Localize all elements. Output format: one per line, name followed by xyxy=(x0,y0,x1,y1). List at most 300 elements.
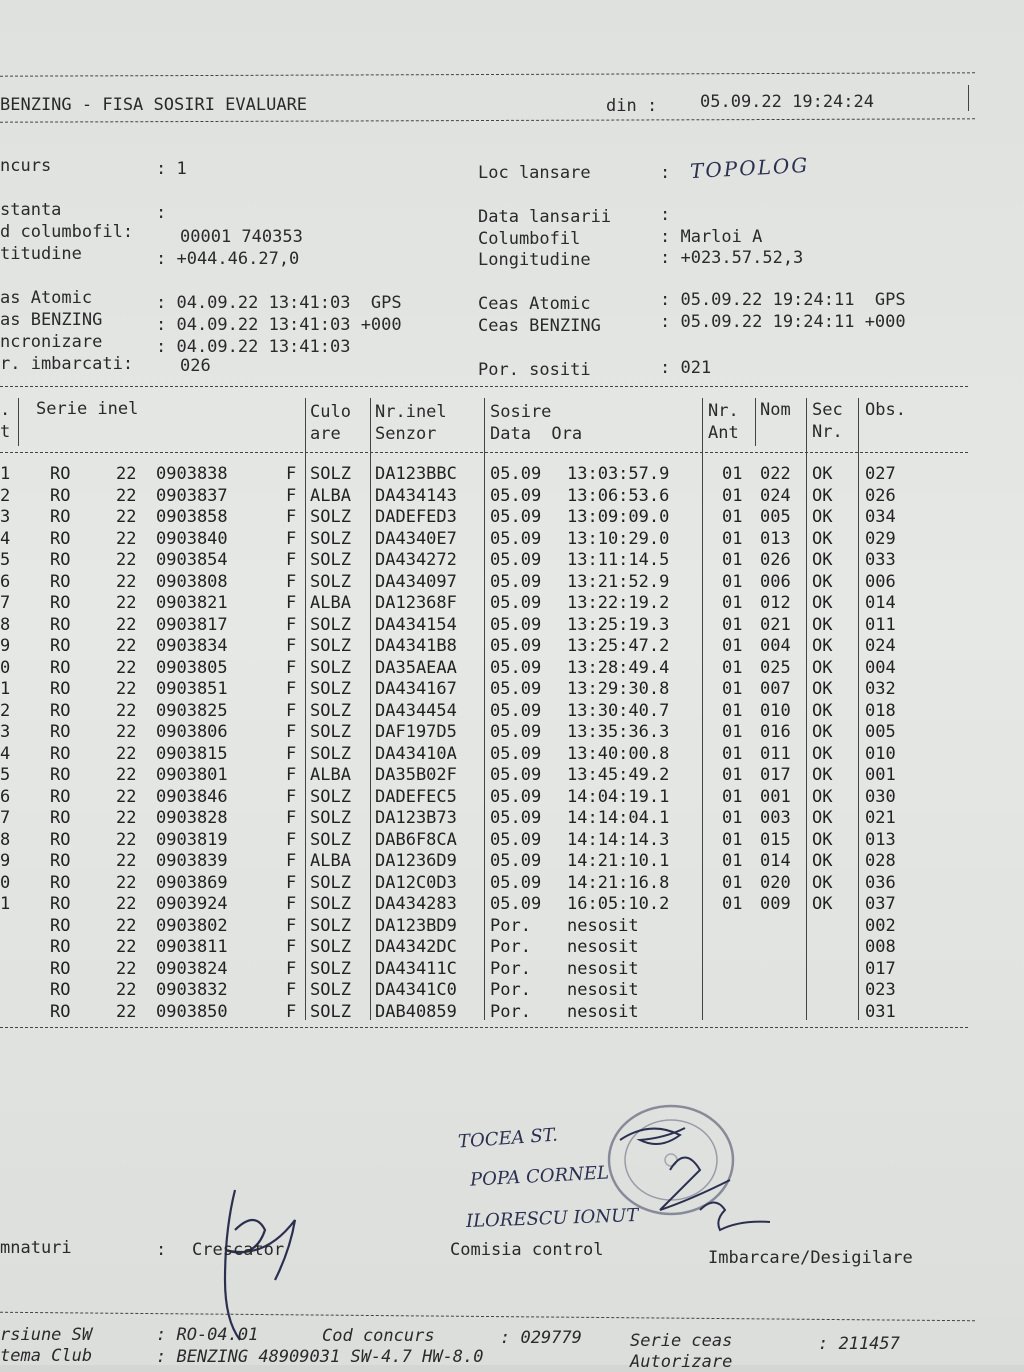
cell-color: SOLZ xyxy=(310,614,351,635)
cell-arrival-time: 13:40:00.8 xyxy=(567,743,670,764)
cell-ring-year: 22 xyxy=(116,915,137,936)
cell-ring-year: 22 xyxy=(116,507,137,527)
cell-country-code: RO xyxy=(50,550,71,570)
cell-obs: 026 xyxy=(865,485,896,506)
cell-country-code: RO xyxy=(50,915,71,936)
cell-arrival-time: 14:21:10.1 xyxy=(567,851,670,871)
cell-color: SOLZ xyxy=(310,958,351,979)
col-sosire-header-2: Data Ora xyxy=(490,424,583,444)
cell-ring-year: 22 xyxy=(116,593,137,613)
cell-sensor-id: DA43410A xyxy=(375,743,457,764)
cell-arrival-time: 13:25:19.3 xyxy=(567,614,670,635)
cell-country-code: RO xyxy=(50,636,71,656)
cell-arrival-date: Por. xyxy=(490,980,531,1000)
cell-obs: 032 xyxy=(865,679,896,699)
cell-country-code: RO xyxy=(50,700,71,721)
cell-ring-number: 0903834 xyxy=(156,636,228,656)
cell-ring-number: 0903819 xyxy=(156,829,228,850)
table-row xyxy=(0,679,1024,701)
cell-sensor-id: DA43411C xyxy=(375,958,457,979)
cell-antenna-nr: 01 xyxy=(722,829,743,850)
cell-security-status: OK xyxy=(812,464,833,484)
cell-obs: 006 xyxy=(865,571,896,592)
cell-arrival-date: 05.09 xyxy=(490,657,542,678)
cell-row-number: 8 xyxy=(0,614,11,635)
serie-ceas-label: Serie ceas xyxy=(630,1331,733,1351)
cell-ring-number: 0903808 xyxy=(156,571,228,592)
cell-arrival-date: 05.09 xyxy=(490,700,542,721)
cell-ring-number: 0903924 xyxy=(156,894,228,914)
cell-sex: F xyxy=(286,872,297,893)
cell-ring-year: 22 xyxy=(116,528,137,549)
serie-ceas-value: : 211457 xyxy=(818,1334,900,1354)
cell-obs: 004 xyxy=(865,657,896,678)
cell-arrival-date: Por. xyxy=(490,937,531,957)
table-row xyxy=(0,937,1024,959)
longitudine-value: : +023.57.52,3 xyxy=(660,248,804,268)
cell-sex: F xyxy=(286,464,297,484)
cell-country-code: RO xyxy=(50,614,71,635)
cell-country-code: RO xyxy=(50,464,71,484)
cell-country-code: RO xyxy=(50,765,71,785)
loc-lansare-label: Loc lansare xyxy=(478,163,591,183)
cell-row-number: 7 xyxy=(0,808,11,828)
cell-row-number: 5 xyxy=(0,550,11,570)
latitudine-value: : +044.46.27,0 xyxy=(156,249,300,269)
cell-ring-number: 0903858 xyxy=(156,507,228,527)
cell-country-code: RO xyxy=(50,528,71,549)
cell-ring-number: 0903850 xyxy=(156,1001,228,1022)
table-row xyxy=(0,873,1024,895)
signature-name-2: POPA CORNEL xyxy=(469,1162,610,1191)
semnaturi-colon: : xyxy=(156,1240,167,1260)
cell-arrival-date: 05.09 xyxy=(490,872,542,893)
cell-color: SOLZ xyxy=(310,571,351,592)
cell-sensor-id: DA35AEAA xyxy=(375,657,457,678)
cell-row-number: 7 xyxy=(0,593,11,613)
table-row xyxy=(0,658,1024,680)
cell-security-status: OK xyxy=(812,679,833,699)
cell-security-status: OK xyxy=(812,894,833,914)
cell-ring-year: 22 xyxy=(116,1001,137,1022)
cell-row-number: 1 xyxy=(0,894,11,914)
cell-antenna-nr: 01 xyxy=(722,571,743,592)
cell-ring-year: 22 xyxy=(116,786,137,807)
table-bottom-rule xyxy=(0,1027,968,1028)
imbarcati-label: r. imbarcati: xyxy=(0,354,134,374)
ceas-atomic-label: as Atomic xyxy=(0,288,93,308)
cell-arrival-time: nesosit xyxy=(567,958,639,979)
loc-lansare-handwritten: TOPOLOG xyxy=(689,152,810,184)
cell-antenna-nr: 01 xyxy=(722,808,743,828)
cell-security-status: OK xyxy=(812,550,833,570)
cell-sensor-id: DA35B02F xyxy=(375,765,457,785)
table-row xyxy=(0,593,1024,615)
cell-row-number: 8 xyxy=(0,829,11,850)
cell-obs: 024 xyxy=(865,636,896,656)
cell-security-status: OK xyxy=(812,593,833,613)
cell-sex: F xyxy=(286,657,297,678)
cell-color: SOLZ xyxy=(310,743,351,764)
cell-sensor-id: DA4341C0 xyxy=(375,980,457,1000)
longitudine-label: Longitudine xyxy=(478,250,591,270)
cell-sex: F xyxy=(286,1001,297,1022)
cell-arrival-time: nesosit xyxy=(567,915,639,936)
data-lansarii-label: Data lansarii xyxy=(478,207,612,227)
cell-antenna-nr: 01 xyxy=(722,700,743,721)
signature-name-1: TOCEA ST. xyxy=(457,1124,559,1153)
ceas-atomic-right-value: : 05.09.22 19:24:11 GPS xyxy=(660,290,906,310)
table-row xyxy=(0,507,1024,529)
cell-ring-number: 0903805 xyxy=(156,657,228,678)
cell-sex: F xyxy=(286,507,297,527)
cell-sensor-id: DA434167 xyxy=(375,679,457,699)
cell-arrival-date: 05.09 xyxy=(490,722,542,742)
data-lansarii-colon: : xyxy=(660,205,671,225)
table-row xyxy=(0,486,1024,508)
cell-antenna-nr: 01 xyxy=(722,528,743,549)
cell-color: SOLZ xyxy=(310,808,351,828)
columbofil-label: Columbofil xyxy=(478,229,581,249)
cell-color: SOLZ xyxy=(310,722,351,742)
cell-sex: F xyxy=(286,786,297,807)
report-date-label: din : xyxy=(606,96,658,116)
cell-country-code: RO xyxy=(50,507,71,527)
cell-arrival-date: 05.09 xyxy=(490,808,542,828)
cell-security-status: OK xyxy=(812,614,833,635)
cell-sex: F xyxy=(286,528,297,549)
report-title: BENZING - FISA SOSIRI EVALUARE xyxy=(0,95,308,115)
cell-arrival-time: 13:45:49.2 xyxy=(567,765,670,785)
cell-sensor-id: DA434154 xyxy=(375,614,457,635)
cell-row-number: 6 xyxy=(0,786,11,807)
cell-sex: F xyxy=(286,700,297,721)
cell-ring-number: 0903837 xyxy=(156,485,228,506)
cell-nom: 012 xyxy=(760,593,791,613)
cell-ring-number: 0903840 xyxy=(156,528,228,549)
cell-arrival-date: 05.09 xyxy=(490,786,542,807)
cell-antenna-nr: 01 xyxy=(722,593,743,613)
ceas-benzing-right-label: Ceas BENZING xyxy=(478,316,601,336)
col-culoare-header-2: are xyxy=(310,424,341,444)
table-row xyxy=(0,1002,1024,1024)
cell-nom: 024 xyxy=(760,485,791,506)
cell-color: SOLZ xyxy=(310,915,351,936)
cell-ring-number: 0903854 xyxy=(156,550,228,570)
cell-arrival-date: 05.09 xyxy=(490,679,542,699)
col-sec-header-2: Nr. xyxy=(812,422,843,442)
cell-color: SOLZ xyxy=(310,464,351,484)
table-row xyxy=(0,572,1024,594)
cell-ring-number: 0903838 xyxy=(156,464,228,484)
cell-sensor-id: DA12368F xyxy=(375,593,457,613)
signature-name-3: ILORESCU IONUT xyxy=(465,1204,639,1233)
cell-sex: F xyxy=(286,894,297,914)
cell-nom: 009 xyxy=(760,894,791,914)
cell-sensor-id: DA4340E7 xyxy=(375,528,457,549)
col-nr-header: . xyxy=(0,400,11,420)
cell-arrival-time: 13:11:14.5 xyxy=(567,550,670,570)
cell-nom: 003 xyxy=(760,808,791,828)
col-rule-serie xyxy=(18,398,19,446)
sositi-value: : 021 xyxy=(660,358,712,378)
cell-color: SOLZ xyxy=(310,980,351,1000)
cell-country-code: RO xyxy=(50,722,71,742)
cell-obs: 021 xyxy=(865,808,896,828)
cell-antenna-nr: 01 xyxy=(722,657,743,678)
col-nom-header: Nom xyxy=(760,400,791,420)
cell-ring-year: 22 xyxy=(116,571,137,592)
cell-nom: 020 xyxy=(760,872,791,893)
cell-security-status: OK xyxy=(812,571,833,592)
cell-color: ALBA xyxy=(310,765,351,785)
cell-ring-number: 0903828 xyxy=(156,808,228,828)
frame-edge xyxy=(968,85,969,111)
ceas-benzing-label: as BENZING xyxy=(0,310,103,330)
table-row xyxy=(0,701,1024,723)
cell-obs: 014 xyxy=(865,593,896,613)
cell-sex: F xyxy=(286,485,297,506)
cell-ring-number: 0903811 xyxy=(156,937,228,957)
cell-country-code: RO xyxy=(50,657,71,678)
cell-sensor-id: DAB40859 xyxy=(375,1001,457,1022)
cell-obs: 005 xyxy=(865,722,896,742)
club-value: : BENZING 48909031 SW-4.7 HW-8.0 xyxy=(156,1347,484,1367)
cell-arrival-time: 13:10:29.0 xyxy=(567,528,670,549)
cell-ring-number: 0903869 xyxy=(156,872,228,893)
cell-sensor-id: DA4342DC xyxy=(375,937,457,957)
cell-arrival-time: 13:09:09.0 xyxy=(567,507,670,527)
cell-sex: F xyxy=(286,829,297,850)
cell-sensor-id: DADEFED3 xyxy=(375,507,457,527)
cell-arrival-date: Por. xyxy=(490,915,531,936)
cell-arrival-time: 13:28:49.4 xyxy=(567,657,670,678)
cell-nom: 010 xyxy=(760,700,791,721)
table-row xyxy=(0,636,1024,658)
cell-arrival-time: 13:21:52.9 xyxy=(567,571,670,592)
cell-color: SOLZ xyxy=(310,937,351,957)
cell-security-status: OK xyxy=(812,700,833,721)
cell-sensor-id: DADEFEC5 xyxy=(375,786,457,807)
cod-columbofil-label: d columbofil: xyxy=(0,222,134,242)
cell-country-code: RO xyxy=(50,1001,71,1022)
cell-nom: 007 xyxy=(760,679,791,699)
cell-nom: 016 xyxy=(760,722,791,742)
table-row xyxy=(0,959,1024,981)
cell-arrival-time: nesosit xyxy=(567,937,639,957)
cell-color: SOLZ xyxy=(310,700,351,721)
cell-color: SOLZ xyxy=(310,1001,351,1022)
cell-ring-year: 22 xyxy=(116,937,137,957)
col-rule-nom xyxy=(755,398,756,446)
cell-security-status: OK xyxy=(812,786,833,807)
col-nrinel-header: Nr.inel xyxy=(375,402,447,422)
table-row xyxy=(0,916,1024,938)
cell-sensor-id: DA4341B8 xyxy=(375,636,457,656)
cell-arrival-time: 14:21:16.8 xyxy=(567,872,670,893)
cell-obs: 028 xyxy=(865,851,896,871)
cell-security-status: OK xyxy=(812,808,833,828)
cell-color: SOLZ xyxy=(310,636,351,656)
cell-sex: F xyxy=(286,937,297,957)
cell-row-number: 2 xyxy=(0,700,11,721)
cell-ring-number: 0903839 xyxy=(156,851,228,871)
cell-ring-year: 22 xyxy=(116,808,137,828)
cell-arrival-date: 05.09 xyxy=(490,571,542,592)
concurs-label: ncurs xyxy=(0,156,52,176)
cell-ring-number: 0903824 xyxy=(156,958,228,979)
cell-sex: F xyxy=(286,636,297,656)
cod-concurs-label: Cod concurs xyxy=(322,1326,435,1346)
cell-ring-year: 22 xyxy=(116,550,137,570)
cell-country-code: RO xyxy=(50,937,71,957)
cell-antenna-nr: 01 xyxy=(722,679,743,699)
cell-nom: 014 xyxy=(760,851,791,871)
table-row xyxy=(0,980,1024,1002)
cell-color: SOLZ xyxy=(310,657,351,678)
distanta-value: : xyxy=(156,203,167,223)
cell-antenna-nr: 01 xyxy=(722,464,743,484)
cell-sex: F xyxy=(286,722,297,742)
cell-antenna-nr: 01 xyxy=(722,485,743,506)
cell-country-code: RO xyxy=(50,958,71,979)
cell-row-number: 5 xyxy=(0,765,11,785)
table-top-rule xyxy=(0,386,968,387)
cell-arrival-date: 05.09 xyxy=(490,507,542,527)
col-nrinel-header-2: Senzor xyxy=(375,424,437,444)
cell-obs: 034 xyxy=(865,507,896,527)
cell-sensor-id: DA12C0D3 xyxy=(375,872,457,893)
cell-sex: F xyxy=(286,679,297,699)
cell-row-number: 2 xyxy=(0,485,11,506)
cell-ring-year: 22 xyxy=(116,894,137,914)
cell-color: SOLZ xyxy=(310,829,351,850)
cell-row-number: 1 xyxy=(0,464,11,484)
cell-ring-year: 22 xyxy=(116,872,137,893)
cell-security-status: OK xyxy=(812,657,833,678)
cell-nom: 017 xyxy=(760,765,791,785)
cell-color: SOLZ xyxy=(310,872,351,893)
cod-concurs-value: : 029779 xyxy=(500,1328,582,1348)
cell-ring-year: 22 xyxy=(116,636,137,656)
cell-nom: 022 xyxy=(760,464,791,484)
cell-security-status: OK xyxy=(812,636,833,656)
cell-country-code: RO xyxy=(50,851,71,871)
cell-arrival-date: 05.09 xyxy=(490,894,542,914)
cell-sex: F xyxy=(286,550,297,570)
versiune-value: : RO-04.01 xyxy=(156,1325,259,1345)
cell-nom: 015 xyxy=(760,829,791,850)
cell-nom: 001 xyxy=(760,786,791,807)
cell-ring-number: 0903802 xyxy=(156,915,228,936)
cell-antenna-nr: 01 xyxy=(722,765,743,785)
imbarcati-value: 026 xyxy=(180,356,211,376)
cell-color: SOLZ xyxy=(310,786,351,807)
cell-sex: F xyxy=(286,765,297,785)
cell-arrival-time: 13:25:47.2 xyxy=(567,636,670,656)
cell-arrival-date: 05.09 xyxy=(490,528,542,549)
cell-ring-number: 0903806 xyxy=(156,722,228,742)
cell-arrival-time: 14:14:04.1 xyxy=(567,808,670,828)
cell-arrival-time: 14:14:14.3 xyxy=(567,829,670,850)
ceas-atomic-value: : 04.09.22 13:41:03 GPS xyxy=(156,293,402,313)
cell-nom: 006 xyxy=(760,571,791,592)
loc-lansare-colon: : xyxy=(660,163,671,183)
cell-ring-year: 22 xyxy=(116,614,137,635)
columbofil-value: : Marloi A xyxy=(660,227,763,247)
cell-color: SOLZ xyxy=(310,528,351,549)
cell-nom: 026 xyxy=(760,550,791,570)
cell-obs: 036 xyxy=(865,872,896,893)
cell-arrival-date: 05.09 xyxy=(490,829,542,850)
cell-obs: 037 xyxy=(865,894,896,914)
cell-country-code: RO xyxy=(50,872,71,893)
cell-arrival-date: 05.09 xyxy=(490,614,542,635)
cell-ring-year: 22 xyxy=(116,657,137,678)
cell-sex: F xyxy=(286,851,297,871)
cell-antenna-nr: 01 xyxy=(722,722,743,742)
cell-arrival-time: 13:30:40.7 xyxy=(567,700,670,721)
cell-row-number: 3 xyxy=(0,507,11,527)
cell-sex: F xyxy=(286,958,297,979)
cell-ring-number: 0903825 xyxy=(156,700,228,721)
cell-security-status: OK xyxy=(812,829,833,850)
cell-arrival-time: 13:35:36.3 xyxy=(567,722,670,742)
cell-row-number: 6 xyxy=(0,571,11,592)
cell-row-number: 9 xyxy=(0,851,11,871)
title-rule xyxy=(0,118,975,122)
cell-arrival-date: 05.09 xyxy=(490,851,542,871)
cell-ring-number: 0903832 xyxy=(156,980,228,1000)
ceas-benzing-value: : 04.09.22 13:41:03 +000 xyxy=(156,315,402,335)
cell-color: SOLZ xyxy=(310,894,351,914)
col-sosire-header: Sosire xyxy=(490,402,552,422)
cell-ring-year: 22 xyxy=(116,851,137,871)
cell-sensor-id: DA123BBC xyxy=(375,464,457,484)
cell-country-code: RO xyxy=(50,980,71,1000)
cell-obs: 018 xyxy=(865,700,896,721)
cell-antenna-nr: 01 xyxy=(722,872,743,893)
cell-arrival-date: 05.09 xyxy=(490,485,542,506)
report-date: 05.09.22 19:24:24 xyxy=(700,92,874,112)
cell-security-status: OK xyxy=(812,743,833,764)
cell-obs: 033 xyxy=(865,550,896,570)
cell-obs: 011 xyxy=(865,614,896,635)
col-nr-header-2: t xyxy=(0,422,11,442)
cell-security-status: OK xyxy=(812,851,833,871)
cell-antenna-nr: 01 xyxy=(722,786,743,807)
cell-arrival-date: 05.09 xyxy=(490,593,542,613)
cell-sex: F xyxy=(286,915,297,936)
cell-ring-year: 22 xyxy=(116,980,137,1000)
table-row xyxy=(0,550,1024,572)
cell-antenna-nr: 01 xyxy=(722,550,743,570)
cell-color: SOLZ xyxy=(310,550,351,570)
cell-country-code: RO xyxy=(50,808,71,828)
cell-ring-number: 0903801 xyxy=(156,765,228,785)
table-row xyxy=(0,851,1024,873)
latitudine-label: titudine xyxy=(0,244,82,264)
cell-antenna-nr: 01 xyxy=(722,743,743,764)
cell-ring-year: 22 xyxy=(116,765,137,785)
cell-arrival-date: 05.09 xyxy=(490,464,542,484)
ceas-benzing-right-value: : 05.09.22 19:24:11 +000 xyxy=(660,312,906,332)
table-row xyxy=(0,765,1024,787)
cell-arrival-date: Por. xyxy=(490,1001,531,1022)
cell-color: ALBA xyxy=(310,485,351,506)
col-serie-inel-header: Serie inel xyxy=(36,399,139,419)
cell-obs: 010 xyxy=(865,743,896,764)
